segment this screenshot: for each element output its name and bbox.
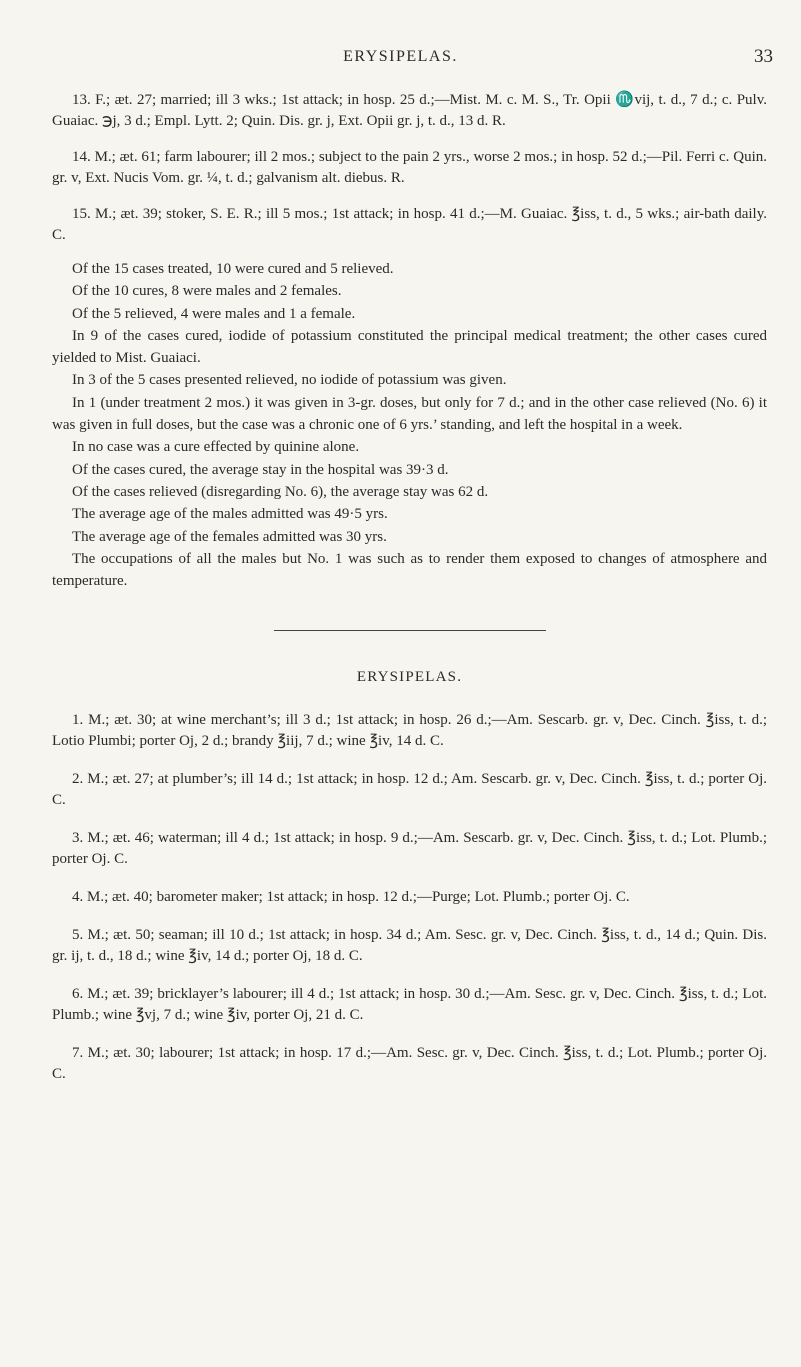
- summary-line: In 3 of the 5 cases presented relieved, no iodide of potassium was given.: [72, 372, 507, 389]
- erysipelas-case-5: 5. M.; æt. 50; seaman; ill 10 d.; 1st attack; in hosp. 34 d.; Am. Sesc. gr. v, Dec. Cinch. ℥iss, t. d., 14 d.; Quin. Dis. gr. ij, t. d., 18 d.; wine ℥iv, 14 d.; porter Oj, 18 d. C.: [52, 927, 767, 965]
- summary-line: In no case was a cure effected by quinine alone.: [72, 439, 360, 456]
- summary-block: [52, 258, 767, 592]
- section-divider: [274, 630, 546, 631]
- page-body: [52, 90, 767, 1102]
- erysipelas-case-3: 3. M.; æt. 46; waterman; ill 4 d.; 1st attack; in hosp. 9 d.;—Am. Sescarb. gr. v, Dec. Cinch. ℥iss, t. d.; Lot. Plumb.; porter Oj. C.: [52, 830, 767, 868]
- running-head: ERYSIPELAS.: [343, 48, 458, 65]
- erysipelas-case-2: 2. M.; æt. 27; at plumber’s; ill 14 d.; 1st attack; in hosp. 12 d.; Am. Sescarb. gr. v, Dec. Cinch. ℥iss, t. d.; porter Oj. C.: [52, 771, 767, 809]
- section-title-erysipelas: ERYSIPELAS.: [356, 669, 463, 686]
- summary-line: The occupations of all the males but No. 1 was such as to render them exposed to changes of atmosphere and temperature.: [52, 550, 767, 590]
- erysipelas-case-6: 6. M.; æt. 39; bricklayer’s labourer; ill 4 d.; 1st attack; in hosp. 30 d.;—Am. Sesc. gr. v, Dec. Cinch. ℥iss, t. d.; Lot. Plumb.; wine ℥vj, 7 d.; wine ℥iv, porter Oj, 21 d. C.: [52, 986, 767, 1024]
- case-entry-15: 15. M.; æt. 39; stoker, S. E. R.; ill 5 mos.; 1st attack; in hosp. 41 d.;—M. Guaiac. ℥iss, t. d., 5 wks.; air-bath daily. C.: [52, 206, 767, 243]
- summary-line: The average age of the males admitted was 49·5 yrs.: [72, 506, 388, 523]
- summary-line: Of the cases cured, the average stay in the hospital was 39·3 d.: [72, 461, 449, 478]
- case-entry-14: 14. M.; æt. 61; farm labourer; ill 2 mos.; subject to the pain 2 yrs., worse 2 mos.; in hosp. 52 d.;—Pil. Ferri c. Quin. gr. v, Ext. Nucis Vom. gr. ¼, t. d.; galvanism alt. diebus. R.: [52, 149, 767, 186]
- summary-line: Of the 5 relieved, 4 were males and 1 a female.: [72, 305, 356, 322]
- case-entry-13: 13. F.; æt. 27; married; ill 3 wks.; 1st attack; in hosp. 25 d.;—Mist. M. c. M. S., Tr. Opii ♏vij, t. d., 7 d.; c. Pulv. Guaiac. ℈j, 3 d.; Empl. Lytt. 2; Quin. Dis. gr. j, Ext. Opii gr. j, t. d., 13 d. R.: [52, 92, 767, 129]
- summary-line: Of the cases relieved (disregarding No. 6), the average stay was 62 d.: [72, 483, 489, 500]
- summary-line: In 1 (under treatment 2 mos.) it was given in 3-gr. doses, but only for 7 d.; and in the other case relieved (No. 6) it was given in full doses, but the case was a chronic one of 6 yrs.’ standing, and left the hospital in a week.: [52, 394, 767, 434]
- erysipelas-case-4: 4. M.; æt. 40; barometer maker; 1st attack; in hosp. 12 d.;—Purge; Lot. Plumb.; porter Oj. C.: [72, 889, 630, 906]
- summary-line: Of the 10 cures, 8 were males and 2 females.: [72, 283, 342, 300]
- summary-line: Of the 15 cases treated, 10 were cured and 5 relieved.: [72, 261, 394, 277]
- erysipelas-case-7: 7. M.; æt. 30; labourer; 1st attack; in hosp. 17 d.;—Am. Sesc. gr. v, Dec. Cinch. ℥iss, t. d.; Lot. Plumb.; porter Oj. C.: [52, 1045, 767, 1083]
- summary-line: The average age of the females admitted was 30 yrs.: [72, 528, 387, 545]
- summary-line: In 9 of the cases cured, iodide of potassium constituted the principal medical treatment; the other cases cured yielded to Mist. Guaiaci.: [52, 327, 767, 367]
- page-number: 33: [754, 46, 773, 67]
- erysipelas-case-1: 1. M.; æt. 30; at wine merchant’s; ill 3 d.; 1st attack; in hosp. 26 d.;—Am. Sescarb. gr. v, Dec. Cinch. ℥iss, t. d.; Lotio Plumbi; porter Oj, 2 d.; brandy ℥iij, 7 d.; wine ℥iv, 14 d. C.: [52, 712, 767, 750]
